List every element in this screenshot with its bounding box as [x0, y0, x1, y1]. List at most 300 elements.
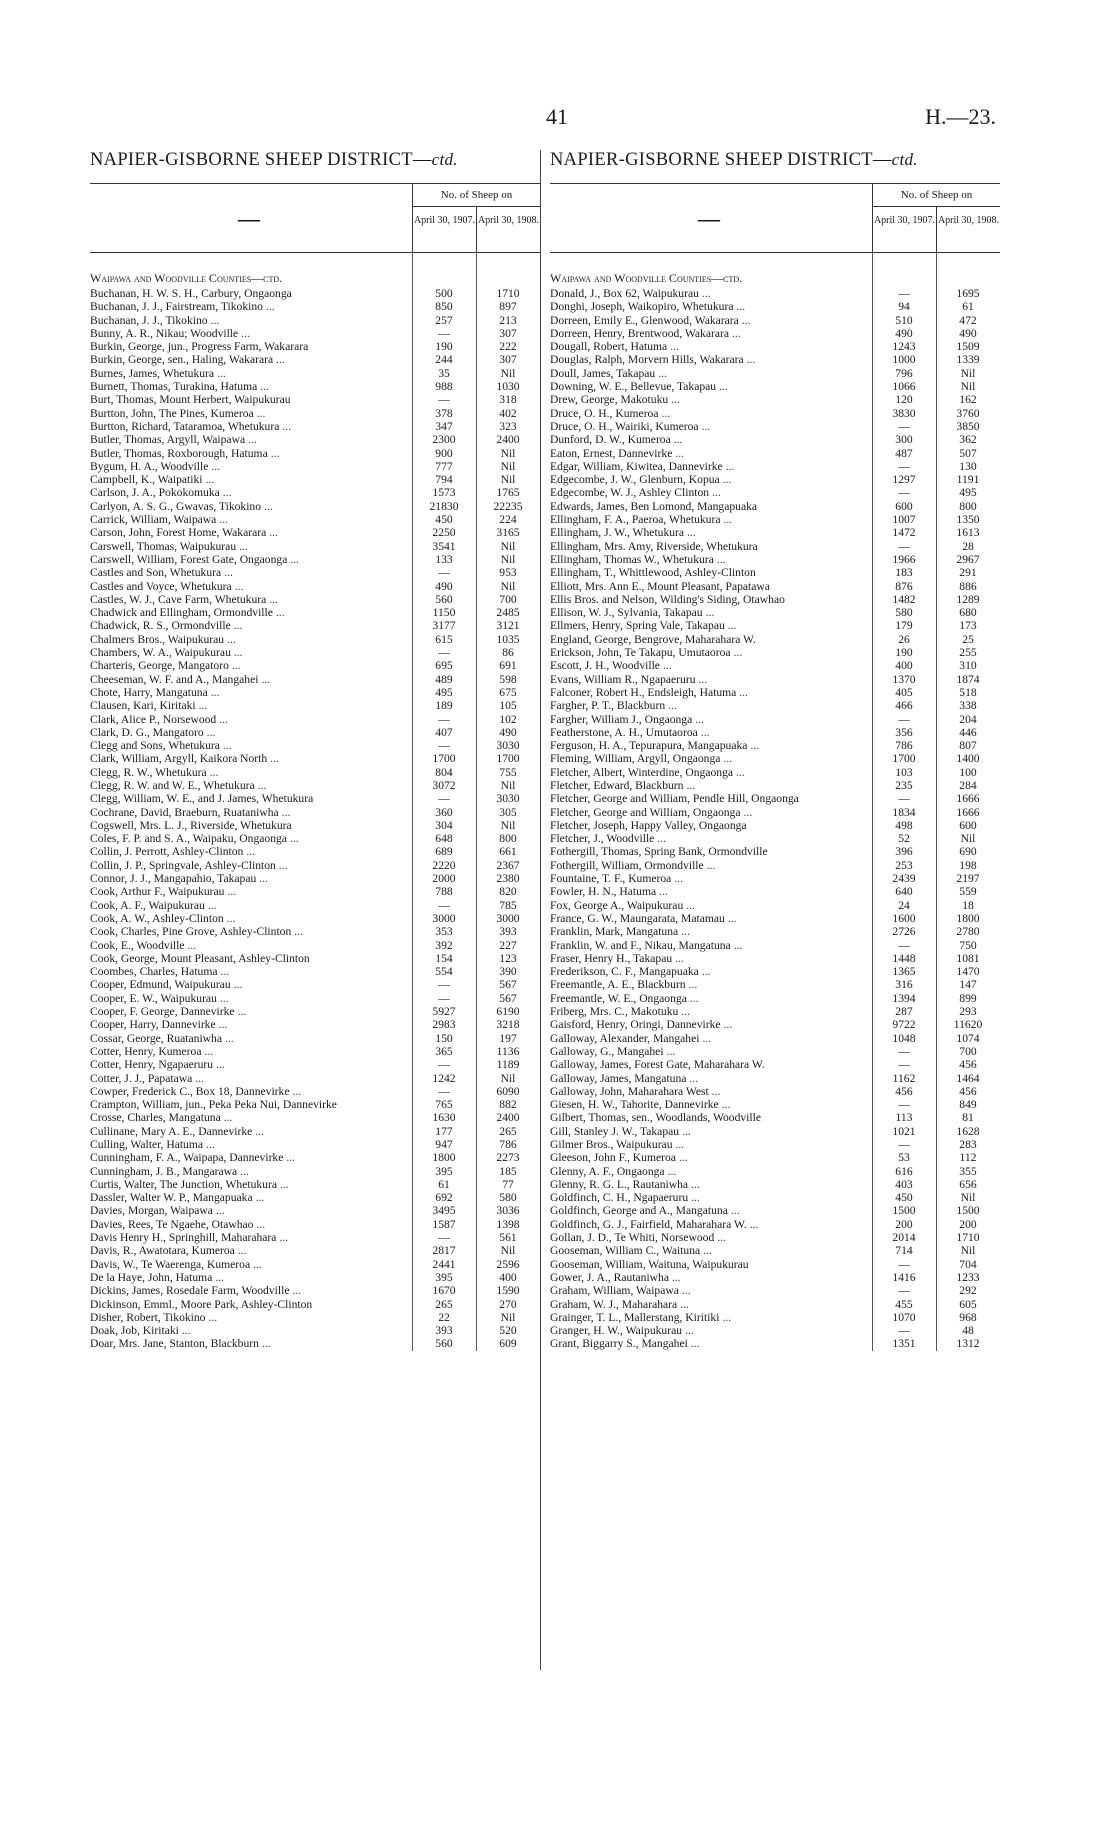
owner-name: Cheeseman, W. F. and A., Mangahei: [90, 672, 259, 686]
owner-name: Cunningham, F. A., Waipapa, Dannevirke: [90, 1151, 284, 1165]
sheep-1908: 700: [499, 592, 517, 606]
sheep-1908: 1035: [496, 632, 520, 646]
sheep-1907: —: [438, 978, 450, 992]
leader-dots: ...: [294, 925, 303, 939]
table-row: [90, 845, 540, 858]
owner-cell: [550, 792, 868, 805]
leader-dots: ...: [741, 313, 751, 327]
owner-name: Gooseman, William, Waituna, Waipukurau: [550, 1257, 749, 1271]
owner-name: Dorreen, Emily E., Glenwood, Wakarara: [550, 313, 739, 327]
sheep-1907: 26: [898, 632, 910, 646]
sheep-1908: 2967: [956, 552, 980, 566]
owner-name: Fothergill, William, Ormondville: [550, 858, 704, 872]
sheep-1908: 1464: [956, 1071, 980, 1085]
owner-cell: [550, 686, 868, 699]
leader-dots: ...: [241, 326, 250, 340]
table-row: [90, 460, 540, 473]
owner-name: Chadwick, R. S., Ormondville: [90, 619, 231, 633]
table-row: [550, 473, 1000, 486]
sheep-1908: 1500: [956, 1204, 980, 1218]
leader-dots: ...: [219, 712, 228, 726]
sheep-1908: 446: [959, 725, 977, 739]
sheep-1907: 133: [435, 552, 453, 566]
table-row: [90, 314, 540, 327]
owner-name: Gooseman, William C., Waituna: [550, 1244, 701, 1258]
page-number: 41: [546, 104, 568, 129]
owner-cell: [90, 713, 408, 726]
table-row: [550, 899, 1000, 912]
owner-name: Clark, Alice P., Norsewood: [90, 712, 217, 726]
table-row: [550, 420, 1000, 433]
owner-name: Carrick, William, Waipawa: [90, 513, 217, 527]
leader-dots: ...: [207, 898, 217, 912]
sheep-1908: 100: [959, 765, 977, 779]
table-row: [90, 1231, 540, 1244]
leader-dots: ...: [226, 911, 236, 925]
sheep-1908: 456: [959, 1084, 977, 1098]
sheep-1908: 1765: [496, 486, 520, 500]
owner-name: France, G. W., Maungarata, Matamau: [550, 911, 725, 925]
sheep-1908: 561: [499, 1231, 517, 1245]
leader-dots: ...: [717, 1231, 726, 1245]
owner-name: Galloway, James, Mangatuna: [550, 1071, 687, 1085]
table-row: [550, 1072, 1000, 1085]
owner-name: Cook, Charles, Pine Grove, Ashley-Clinton: [90, 925, 292, 939]
owner-name: Crosse, Charles, Mangatuna: [90, 1111, 221, 1125]
sheep-1908: 147: [959, 978, 977, 992]
table-row: [550, 367, 1000, 380]
sheep-1908: 1695: [956, 287, 980, 300]
owner-name: Fraser, Henry H., Takapau: [550, 951, 673, 965]
table-row: [90, 1032, 540, 1045]
sheep-1908: 6090: [496, 1084, 520, 1098]
sheep-1908: 490: [959, 326, 977, 340]
sheep-1908: 402: [499, 406, 517, 420]
table-row: [550, 845, 1000, 858]
leader-dots: ...: [668, 699, 677, 713]
leader-dots: ...: [730, 1204, 740, 1218]
owner-cell: [90, 1005, 408, 1018]
sheep-1907: 1370: [892, 672, 916, 686]
owner-name: Druce, O. H., Kumeroa: [550, 406, 659, 420]
owner-name: Gleeson, John F., Kumeroa: [550, 1151, 676, 1165]
sheep-1907: 316: [895, 978, 913, 992]
column-title: NAPIER-GISBORNE SHEEP DISTRICT—ctd.: [550, 150, 918, 170]
owner-cell: [550, 633, 868, 646]
leader-dots: ...: [686, 778, 696, 792]
owner-cell: [90, 340, 408, 353]
table-header: [90, 183, 540, 253]
owner-name: Galloway, Alexander, Mangahei: [550, 1031, 700, 1045]
table-row: [90, 766, 540, 779]
sheep-1908: 807: [959, 739, 977, 753]
sheep-1907: 1800: [432, 1151, 456, 1165]
owner-name: Ellison, W. J., Sylvania, Takapau: [550, 606, 703, 620]
owner-cell: [550, 1311, 868, 1324]
owner-name: Douglas, Ralph, Morvern Hills, Wakarara: [550, 353, 744, 367]
table-row: [90, 1098, 540, 1111]
owner-name: Davis, R., Awatotara, Kumeroa: [90, 1244, 235, 1258]
owner-cell: [550, 779, 868, 792]
sheep-1908: 1710: [956, 1231, 980, 1245]
table-row: [90, 1258, 540, 1271]
owner-name: Cook, A. F., Waipukurau: [90, 898, 205, 912]
table-row: [90, 1125, 540, 1138]
sheep-1908: 2596: [496, 1257, 520, 1271]
leader-dots: ...: [215, 1270, 225, 1284]
owner-cell: [90, 1125, 408, 1138]
sheep-1907: —: [438, 739, 450, 753]
owner-cell: [90, 739, 408, 752]
sheep-1907: 786: [895, 739, 913, 753]
table-row: [90, 553, 540, 566]
sheep-1908: 310: [959, 659, 977, 673]
owner-name: Buchanan, J. J., Tikokino: [90, 313, 208, 327]
owner-name: Cochrane, David, Braeburn, Ruataniwha: [90, 805, 279, 819]
sheep-1908: 600: [959, 818, 977, 832]
table-row: [550, 433, 1000, 446]
leader-dots: ...: [206, 1138, 215, 1151]
owner-cell: [90, 1165, 408, 1178]
leader-dots: ...: [253, 1257, 262, 1271]
owner-cell: [90, 1138, 408, 1151]
table-row: [90, 752, 540, 765]
sheep-1908: 105: [499, 699, 517, 713]
owner-name: Davies, Rees, Te Ngaehe, Otawhao: [90, 1217, 254, 1231]
sheep-1908: 200: [959, 1217, 977, 1231]
owner-cell: [550, 1138, 868, 1151]
leader-dots: ...: [265, 300, 275, 314]
table-row: [550, 1125, 1000, 1138]
table-row: [550, 460, 1000, 473]
table-row: [550, 952, 1000, 965]
owner-name: Downing, W. E., Bellevue, Takapau: [550, 380, 717, 394]
leader-dots: ...: [209, 765, 219, 779]
table-row: [90, 925, 540, 938]
sheep-1907: 1834: [892, 805, 916, 819]
sheep-1907: 1700: [432, 752, 456, 766]
sheep-1908: 750: [959, 938, 977, 952]
table-row: [90, 327, 540, 340]
table-row: [90, 713, 540, 726]
leader-dots: ...: [680, 1297, 689, 1311]
sheep-1908: 886: [959, 579, 977, 593]
leader-dots: ...: [278, 858, 288, 872]
sheep-1907: 1630: [432, 1111, 456, 1125]
owner-name: Castles and Voyce, Whetukura: [90, 579, 232, 593]
table-row: [90, 1058, 540, 1071]
table-row: [90, 1138, 540, 1151]
leader-dots: ...: [220, 965, 230, 979]
sheep-1907: 3000: [432, 911, 456, 925]
sheep-1908: 675: [499, 685, 517, 699]
table-row: [550, 1204, 1000, 1217]
sheep-1908: 2400: [496, 1111, 520, 1125]
leader-dots: ...: [691, 1177, 700, 1191]
sheep-1907: 796: [895, 366, 913, 380]
sheep-1908: 1074: [956, 1031, 980, 1045]
owner-cell: [90, 673, 408, 686]
header-col-1907: April 30, 1907.: [412, 207, 476, 252]
owner-cell: [90, 393, 408, 406]
table-row: [550, 699, 1000, 712]
leader-dots: ...: [227, 885, 237, 899]
sheep-1908: 680: [959, 606, 977, 620]
sheep-1907: 235: [895, 778, 913, 792]
leader-dots: ...: [234, 579, 244, 593]
table-row: [90, 486, 540, 499]
sheep-table: [90, 287, 540, 1351]
sheep-1907: 395: [435, 1270, 453, 1284]
sheep-1907: 794: [435, 473, 453, 487]
owner-name: Galloway, G., Mangahei: [550, 1044, 664, 1058]
sheep-1907: —: [438, 646, 450, 660]
owner-name: Carswell, Thomas, Waipukurau: [90, 539, 237, 553]
sheep-1907: 3177: [432, 619, 456, 633]
leader-dots: ...: [667, 1164, 677, 1178]
owner-name: Eaton, Ernest, Dannevirke: [550, 446, 673, 460]
sheep-1907: 2441: [432, 1257, 456, 1271]
owner-cell: [550, 540, 868, 553]
sheep-1907: —: [898, 1044, 910, 1058]
sheep-1907: —: [438, 566, 450, 580]
sheep-1908: 3760: [956, 406, 980, 420]
owner-name: Fletcher, Edward, Blackburn: [550, 778, 684, 792]
sheep-1907: —: [898, 1058, 910, 1072]
owner-name: Graham, W. J., Maharahara: [550, 1297, 678, 1311]
owner-name: Ellingham, J. W., Whetukura: [550, 526, 685, 540]
table-row: [90, 819, 540, 832]
owner-name: Collin, J. P., Springvale, Ashley-Clinton: [90, 858, 276, 872]
table-row: [90, 1337, 540, 1350]
owner-name: Cook, George, Mount Pleasant, Ashley-Clinton: [90, 951, 310, 965]
owner-name: Fletcher, J., Woodville: [550, 832, 655, 846]
table-row: [550, 739, 1000, 752]
leader-dots: ...: [703, 1244, 712, 1258]
sheep-1907: —: [438, 792, 450, 806]
table-row: [90, 606, 540, 619]
owner-cell: [90, 500, 408, 513]
leader-dots: ...: [233, 646, 243, 660]
table-row: [90, 859, 540, 872]
owner-cell: [550, 1072, 868, 1085]
owner-name: Edgecombe, W. J., Ashley Clinton: [550, 486, 710, 500]
sheep-1908: Nil: [500, 1071, 516, 1085]
owner-cell: [90, 752, 408, 765]
sheep-1908: 605: [959, 1297, 977, 1311]
sheep-1907: —: [438, 1084, 450, 1098]
table-row: [90, 1311, 540, 1324]
leader-dots: ...: [276, 353, 285, 367]
sheep-1907: —: [438, 1058, 450, 1072]
sheep-1907: 1365: [892, 965, 916, 979]
owner-name: Bygum, H. A., Woodville: [90, 459, 209, 473]
owner-cell: [90, 1058, 408, 1071]
owner-name: Burtton, Richard, Tataramoa, Whetukura: [90, 419, 280, 433]
owner-cell: [90, 1204, 408, 1217]
table-row: [550, 1058, 1000, 1071]
sheep-1908: 609: [499, 1337, 517, 1351]
sheep-1908: 112: [959, 1151, 977, 1165]
owner-name: Burt, Thomas, Mount Herbert, Waipukurau: [90, 393, 291, 407]
sheep-1907: 560: [435, 1337, 453, 1351]
owner-cell: [90, 872, 408, 885]
sheep-1907: 2300: [432, 433, 456, 447]
sheep-1907: 190: [895, 646, 913, 660]
owner-name: Clegg, R. W., Whetukura: [90, 765, 207, 779]
owner-name: Cooper, F. George, Dannevirke: [90, 1005, 235, 1019]
leader-dots: ...: [701, 287, 711, 300]
owner-cell: [90, 473, 408, 486]
sheep-1907: 876: [895, 579, 913, 593]
table-row: [90, 1324, 540, 1337]
sheep-1907: 2014: [892, 1231, 916, 1245]
leader-dots: ...: [749, 1217, 759, 1231]
sheep-1908: 691: [499, 659, 517, 673]
sheep-1908: 318: [499, 393, 517, 407]
owner-name: Fletcher, Joseph, Happy Valley, Ongaonga: [550, 818, 747, 832]
table-row: [550, 992, 1000, 1005]
leader-dots: ...: [204, 1044, 214, 1058]
sheep-1907: 500: [435, 287, 453, 300]
sheep-1907: 183: [895, 566, 913, 580]
owner-name: Ellingham, Mrs. Amy, Riverside, Whetukura: [550, 539, 758, 553]
sheep-1907: —: [438, 991, 450, 1005]
owner-cell: [90, 300, 408, 313]
sheep-1908: 1400: [956, 752, 980, 766]
leader-dots: ...: [701, 965, 711, 979]
table-row: [90, 619, 540, 632]
owner-name: Goldfinch, C. H., Ngapaeruru: [550, 1191, 689, 1205]
table-row: [550, 1045, 1000, 1058]
owner-name: Cowper, Frederick C., Box 18, Dannevirke: [90, 1084, 290, 1098]
sheep-1907: 365: [435, 1044, 453, 1058]
sheep-1908: 400: [499, 1270, 517, 1284]
table-row: [550, 673, 1000, 686]
sheep-1907: 692: [435, 1191, 453, 1205]
owner-name: Gollan, J. D., Te Whiti, Norsewood: [550, 1231, 715, 1245]
sheep-1908: 81: [962, 1111, 974, 1125]
sheep-1908: Nil: [500, 818, 516, 832]
sheep-1907: —: [898, 1324, 910, 1338]
owner-cell: [550, 1111, 868, 1124]
sheep-1908: 598: [499, 672, 517, 686]
sheep-1908: 307: [499, 326, 517, 340]
sheep-1907: —: [438, 326, 450, 340]
table-row: [550, 580, 1000, 593]
sheep-1908: 338: [959, 699, 977, 713]
leader-dots: ...: [716, 552, 726, 566]
owner-name: Castles, W. J., Cave Farm, Whetukura: [90, 592, 267, 606]
sheep-1907: 495: [435, 685, 453, 699]
sheep-1907: 154: [435, 951, 453, 965]
owner-cell: [90, 646, 408, 659]
leader-dots: ...: [246, 845, 256, 859]
table-row: [550, 1191, 1000, 1204]
header-col-1908: April 30, 1908.: [936, 207, 1000, 252]
owner-cell: [90, 553, 408, 566]
owner-cell: [90, 367, 408, 380]
sheep-1907: 356: [895, 725, 913, 739]
sheep-1907: 616: [895, 1164, 913, 1178]
header-dash: —: [238, 206, 260, 231]
sheep-1907: 640: [895, 885, 913, 899]
sheep-1907: 615: [435, 632, 453, 646]
sheep-1908: 185: [499, 1164, 517, 1178]
owner-cell: [90, 925, 408, 938]
table-row: [90, 992, 540, 1005]
sheep-1908: 1339: [956, 353, 980, 367]
sheep-1908: 656: [959, 1177, 977, 1191]
owner-cell: [550, 1337, 868, 1350]
table-row: [90, 792, 540, 805]
owner-name: Dorreen, Henry, Brentwood, Wakarara: [550, 326, 730, 340]
owner-name: Carson, John, Forest Home, Wakarara: [90, 526, 267, 540]
owner-cell: [550, 1284, 868, 1297]
table-row: [90, 1284, 540, 1297]
sheep-1907: 490: [895, 326, 913, 340]
owner-name: Charteris, George, Mangatoro: [90, 659, 229, 673]
leader-dots: ...: [255, 1124, 264, 1138]
leader-dots: ...: [187, 938, 197, 952]
owner-name: Clegg and Sons, Whetukura: [90, 739, 220, 753]
sheep-1907: 580: [895, 606, 913, 620]
sheep-1908: 1590: [496, 1284, 520, 1298]
sheep-1907: 360: [435, 805, 453, 819]
sheep-1907: 900: [435, 446, 453, 460]
sheep-1908: 222: [499, 340, 517, 354]
sheep-1908: 270: [499, 1297, 517, 1311]
owner-name: Fletcher, George and William, Ongaonga: [550, 805, 741, 819]
sheep-1908: Nil: [960, 832, 976, 846]
sheep-1907: 1448: [892, 951, 916, 965]
sheep-1907: 1242: [432, 1071, 456, 1085]
sheep-1907: 554: [435, 965, 453, 979]
sheep-1908: 1613: [956, 526, 980, 540]
owner-name: Curtis, Walter, The Junction, Whetukura: [90, 1177, 277, 1191]
sheep-1908: 283: [959, 1138, 977, 1151]
leader-dots: ...: [670, 340, 679, 354]
section-heading: Waipawa and Woodville Counties—ctd.: [550, 271, 743, 285]
sheep-1908: 323: [499, 419, 517, 433]
owner-cell: [90, 965, 408, 978]
sheep-1908: 786: [499, 1138, 517, 1151]
owner-cell: [90, 806, 408, 819]
sheep-1908: 1350: [956, 513, 980, 527]
table-row: [90, 540, 540, 553]
owner-name: Cotter, J. J., Papatawa: [90, 1071, 193, 1085]
leader-dots: ...: [662, 659, 672, 673]
owner-name: Freemantle, W. E., Ongaonga: [550, 991, 687, 1005]
sheep-1908: 77: [502, 1177, 514, 1191]
owner-name: Freemantle, A. E., Blackburn: [550, 978, 686, 992]
sheep-1908: 305: [499, 805, 517, 819]
leader-dots: ...: [733, 646, 743, 660]
sheep-1907: 2983: [432, 1018, 456, 1032]
sheep-1908: Nil: [960, 380, 976, 394]
sheep-1908: 355: [959, 1164, 977, 1178]
table-row: [90, 646, 540, 659]
table-row: [550, 633, 1000, 646]
table-row: [90, 673, 540, 686]
sheep-1907: 2726: [892, 925, 916, 939]
leader-dots: ...: [210, 685, 220, 699]
owner-name: Gilmer Bros., Waipukurau: [550, 1138, 673, 1151]
leader-dots: ...: [723, 1018, 733, 1032]
sheep-1908: 204: [959, 712, 977, 726]
owner-name: Dassler, Walter W. P., Mangapuaka: [90, 1191, 253, 1205]
sheep-1907: 1966: [892, 552, 916, 566]
